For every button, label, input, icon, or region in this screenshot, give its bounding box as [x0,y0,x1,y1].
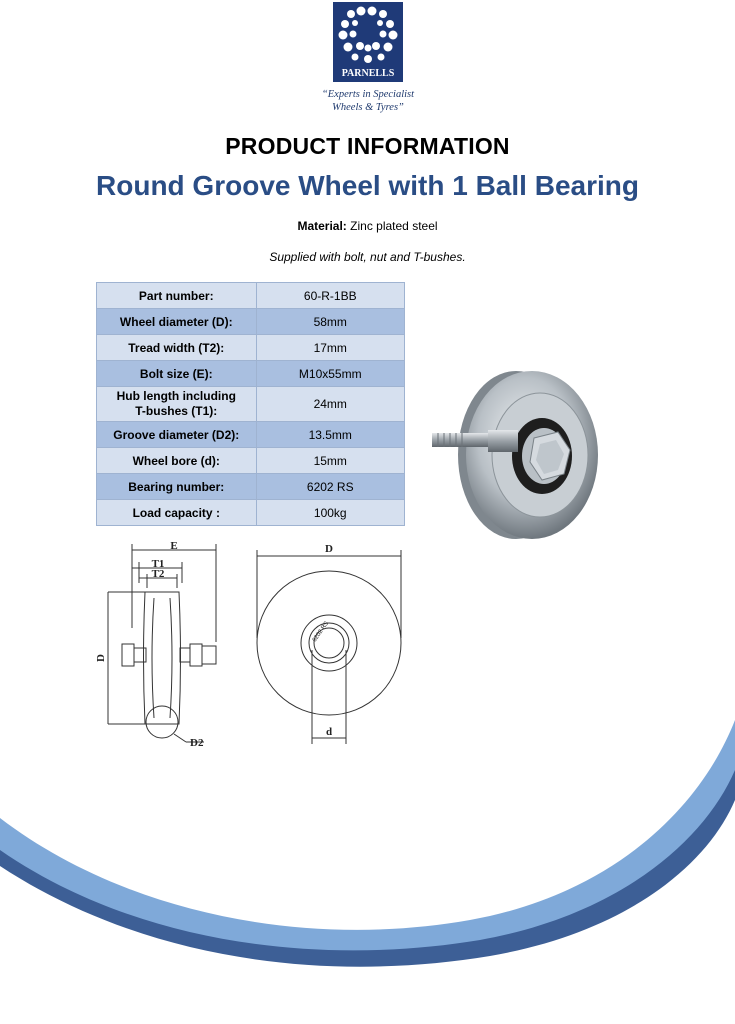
material-value: Zinc plated steel [350,219,438,233]
page-heading: PRODUCT INFORMATION [225,133,510,159]
wheel-photo [430,370,600,540]
label-bearing-mark: 6202 RS [311,620,331,644]
spec-row [97,335,405,361]
spec-value: 100kg [256,500,404,526]
spec-label: Bearing number: [97,474,257,500]
spec-row [97,500,405,526]
spec-table [96,282,405,526]
spec-label [97,387,257,422]
decorative-waves [0,700,735,1024]
parnells-logo [333,2,403,82]
label-d-bore: d [325,726,333,738]
spec-label: Wheel bore (d): [97,448,257,474]
spec-label: Groove diameter (D2): [97,422,257,448]
spec-label-line-1: Hub length including [116,389,236,403]
spec-row [97,422,405,448]
logo-tagline [300,88,436,114]
spec-label-line-2: T-bushes (T1): [135,404,218,418]
spec-label: Tread width (T2): [97,335,257,361]
spec-row [97,283,405,309]
spec-label: Bolt size (E): [97,361,257,387]
spec-row [97,309,405,335]
label-d-front: D [325,543,333,555]
spec-row [97,474,405,500]
label-t2: T2 [151,568,165,580]
product-title: Round Groove Wheel with 1 Ball Bearing [96,170,639,201]
tagline-line-2: Wheels & Tyres” [332,102,404,113]
spec-value: 17mm [256,335,404,361]
spec-label: Part number: [97,283,257,309]
spec-row [97,361,405,387]
spec-row [97,387,405,422]
spec-value: 24mm [256,387,404,422]
supplied-note: Supplied with bolt, nut and T-bushes. [269,250,466,264]
spec-value: 15mm [256,448,404,474]
spec-value: 60-R-1BB [256,283,404,309]
label-d-side: D [95,654,107,662]
material-label: Material: [297,219,347,233]
spec-value: 58mm [256,309,404,335]
label-t1: T1 [151,558,165,570]
spec-value: 6202 RS [256,474,404,500]
spec-label: Load capacity : [97,500,257,526]
spec-label: Wheel diameter (D): [97,309,257,335]
label-d2: D2 [190,737,204,749]
label-e: E [170,540,178,552]
tagline-line-1: “Experts in Specialist [321,89,415,100]
logo-brand: PARNELLS [341,68,395,79]
material-line [0,219,735,233]
spec-value: 13.5mm [256,422,404,448]
spec-row [97,448,405,474]
spec-value: M10x55mm [256,361,404,387]
